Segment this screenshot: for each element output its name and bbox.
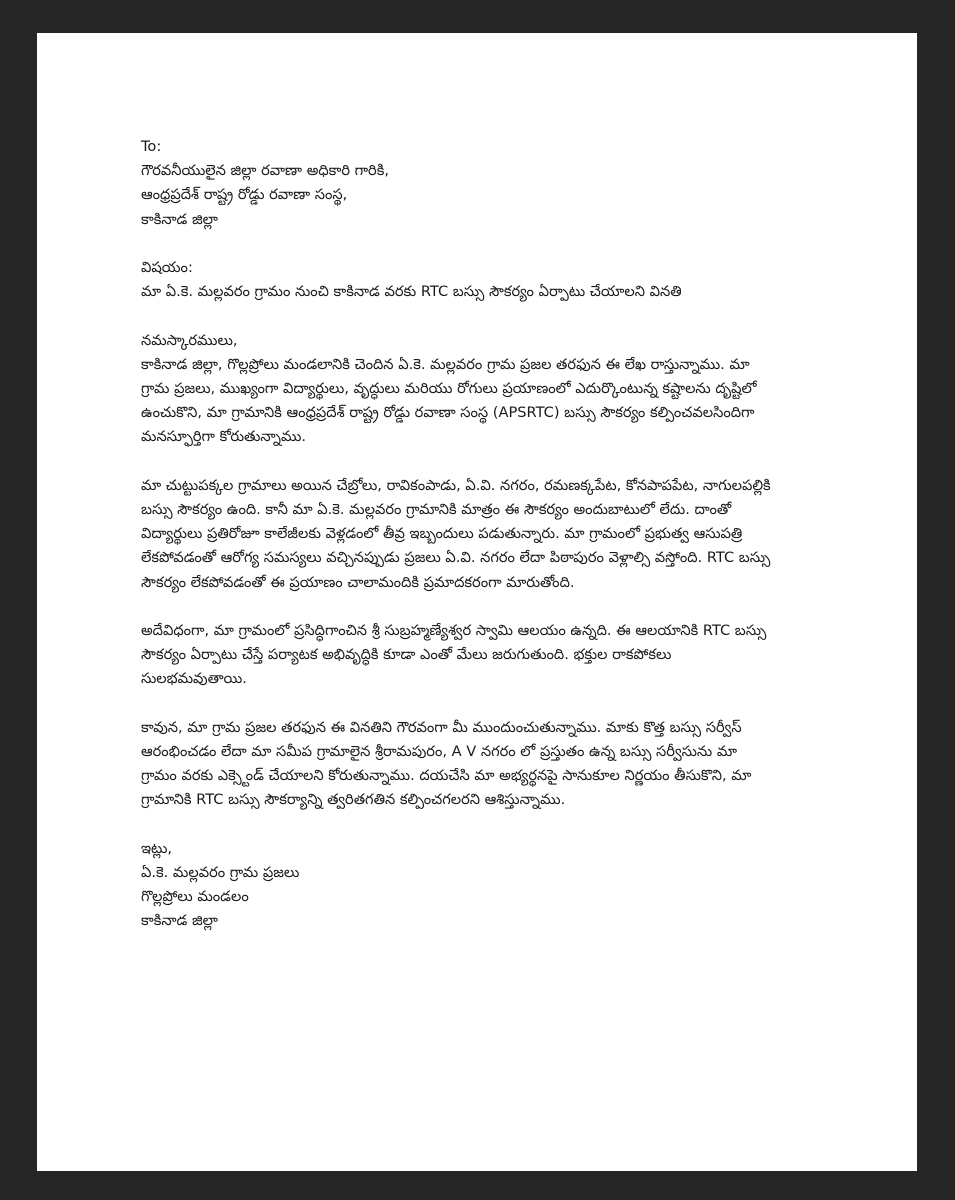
addressee-block [141, 135, 857, 232]
paragraph-line: గ్రామం వరకు ఎక్స్టెండ్ చేయాలని కోరుతున్నాము. దయచేసి మా అభ్యర్థనపై సానుకూల నిర్ణయం తీసుకొని, మా [141, 767, 752, 785]
letter-page [37, 33, 917, 1171]
to-label: To: [141, 138, 162, 155]
temple-paragraph [141, 619, 857, 692]
subject-text: మా ఏ.కె. మల్లవరం గ్రామం నుంచి కాకినాడ వరకు RTC బస్సు సౌకర్యం ఏర్పాటు చేయాలని వినతి [141, 283, 682, 301]
paragraph-line: గ్రామ ప్రజలు, ముఖ్యంగా విద్యార్థులు, వృద్ధులు మరియు రోగులు ప్రయాణంలో ఎదుర్కొంటున్న కష్టాలను దృష్టిలో [141, 380, 757, 397]
sender-name: ఏ.కె. మల్లవరం గ్రామ ప్రజలు [141, 864, 300, 881]
sender-mandal: గొల్లప్రోలు మండలం [141, 888, 249, 906]
paragraph-line: గ్రామానికి RTC బస్సు సౌకర్యాన్ని త్వరితగతిన కల్పించగలరని ఆశిస్తున్నాము. [141, 791, 566, 809]
paragraph-line: ఆరంభించడం లేదా మా సమీప గ్రామాలైన శ్రీరామపురం, A V నగరం లో ప్రస్తుతం ఉన్న బస్సు సర్వీసును మా [141, 743, 737, 760]
paragraph-line: మా చుట్టుపక్కల గ్రామాలు అయిన చేబ్రోలు, రావికంపాడు, ఏ.వి. నగరం, రమణక్కపేట, కోనపాపపేట, నాగులపల్లికి [141, 476, 771, 494]
paragraph-line: మనస్ఫూర్తిగా కోరుతున్నాము. [141, 428, 307, 446]
paragraph-line: అదేవిధంగా, మా గ్రామంలో ప్రసిద్ధిగాంచిన శ్రీ సుబ్రహ్మణ్యేశ్వర స్వామి ఆలయం ఉన్నది. ఈ ఆలయానికి RTC బస్సు [141, 622, 767, 639]
neighbouring-villages-paragraph [141, 474, 857, 595]
request-paragraph [141, 716, 857, 813]
subject-label: విషయం: [141, 259, 193, 276]
paragraph-line: కావున, మా గ్రామ ప్రజల తరఫున ఈ వినతిని గౌరవంగా మీ ముందుంచుతున్నాము. మాకు కొత్త బస్సు సర్వీస్ [141, 718, 742, 736]
paragraph-line: ఉంచుకొని, మా గ్రామానికి ఆంధ్రప్రదేశ్ రాష్ట్ర రోడ్డు రవాణా సంస్థ (APSRTC) బస్సు సౌకర్యం కల్పించవలసిందిగా [141, 404, 755, 422]
greeting-paragraph [141, 329, 857, 450]
paragraph-line: విద్యార్థులు ప్రతిరోజూ కాలేజీలకు వెళ్లడంలో తీవ్ర ఇబ్బందులు పడుతున్నారు. మా గ్రామంలో ప్రభుత్వ ఆసుపత్రి [141, 525, 743, 543]
paragraph-line: సౌకర్యం ఏర్పాటు చేస్తే పర్యాటక అభివృద్ధికి కూడా ఎంతో మేలు జరుగుతుంది. భక్తుల రాకపోకలు [141, 646, 672, 664]
signature-block [141, 837, 857, 934]
greeting-line: నమస్కారములు, [141, 331, 238, 349]
recipient-organization: ఆంధ్రప్రదేశ్ రాష్ట్ర రోడ్డు రవాణా సంస్థ, [141, 186, 348, 204]
paragraph-line: సులభమవుతాయి. [141, 670, 247, 688]
recipient-title: గౌరవనీయులైన జిల్లా రవాణా అధికారి గారికి, [141, 162, 389, 180]
paragraph-line: లేకపోవడంతో ఆరోగ్య సమస్యలు వచ్చినప్పుడు ప్రజలు ఏ.వి. నగరం లేదా పిఠాపురం వెళ్లాల్సి వస్తోంది. RTC బస్సు [141, 549, 771, 567]
closing-salutation: ఇట్లు, [141, 839, 173, 857]
paragraph-line: బస్సు సౌకర్యం ఉంది. కానీ మా ఏ.కె. మల్లవరం గ్రామానికి మాత్రం ఈ సౌకర్యం అందుబాటులో లేదు. దాంతో [141, 501, 732, 518]
recipient-district: కాకినాడ జిల్లా [141, 210, 218, 228]
sender-district: కాకినాడ జిల్లా [141, 912, 218, 930]
subject-block [141, 256, 857, 304]
paragraph-line: కాకినాడ జిల్లా, గొల్లప్రోలు మండలానికి చెందిన ఏ.కె. మల్లవరం గ్రామ ప్రజల తరఫున ఈ లేఖ రాస్తున్నాము. మా [141, 355, 750, 373]
paragraph-line: సౌకర్యం లేకపోవడంతో ఈ ప్రయాణం చాలామందికి ప్రమాదకరంగా మారుతోంది. [141, 573, 575, 591]
